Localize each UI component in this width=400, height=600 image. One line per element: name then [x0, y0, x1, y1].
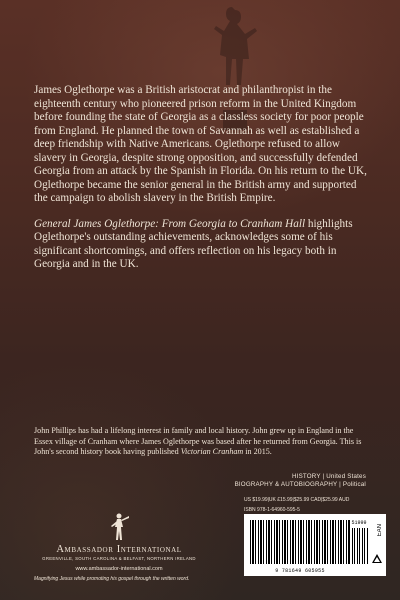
barcode-addon [352, 528, 368, 564]
category-line-1: HISTORY | United States [292, 473, 366, 480]
blurb-paragraph-2-text: highlights Oglethorpe's outstanding achievements, acknowledges some of his significant shortcomings, and offers reflection on his legacy both in Georgia and in the UK. [34, 217, 353, 270]
author-bio [34, 426, 370, 458]
publisher-block [34, 512, 204, 561]
isbn-line: ISBN 978-1-64960-595-5 [244, 507, 300, 513]
book-title: General James Oglethorpe: From Georgia to Cranham Hall [34, 217, 306, 230]
barcode-digits: 9 781649 605955 [275, 568, 325, 574]
barcode-box [244, 514, 386, 576]
category-line-2: BIOGRAPHY & AUTOBIOGRAPHY | Political [234, 481, 366, 488]
category-history: HISTORY [292, 473, 321, 480]
publisher-tagline: Magnifying Jesus while promoting his gospel through the written word. [34, 576, 190, 582]
trumpeter-herald-icon [108, 512, 130, 542]
category-block [166, 473, 366, 489]
blurb-paragraph-2 [34, 218, 370, 272]
previous-book-title: Victorian Cranham [180, 447, 244, 456]
triangle-icon [372, 554, 382, 563]
author-bio-suffix: in 2015. [243, 447, 272, 456]
ean-label: EAN [377, 524, 383, 537]
author-bio-text: John Phillips has had a lifelong interest in family and local history. John grew up in England in the Essex village of Cranham where James Oglethorpe was based after he returned from Georgia. This is John's second history book having published [34, 426, 362, 456]
barcode-addon-digits: 51999 [351, 520, 367, 526]
category-biography: BIOGRAPHY & AUTOBIOGRAPHY [234, 481, 338, 488]
publisher-url[interactable]: www.ambassador-international.com [75, 566, 163, 572]
blurb-paragraph-1: James Oglethorpe was a British aristocrat and philanthropist in the eighteenth century who pioneered prison reform in the United Kingdom before founding the state of Georgia as a classless society for poor people from England. He planned the town of Savannah as well as established a deep friendship with Native Americans. Oglethorpe refused to allow slavery in Georgia, despite strong opposition, and successfully defended Georgia from an attack by the Spanish in Florida. On his return to the UK, Oglethorpe became the senior general in the British army and supported the campaign to abolish slavery in the British Empire. [34, 84, 367, 204]
category-history-sub: United States [326, 473, 366, 480]
barcode [250, 520, 350, 564]
category-biography-sub: Political [342, 481, 366, 488]
blurb [34, 84, 370, 284]
price-line: US $19.99|UK £15.99|$25.99 CAD|$25.99 AUD [244, 497, 350, 503]
publisher-name: Ambassador International [56, 544, 182, 555]
publisher-locations: GREENVILLE, SOUTH CAROLINA & BELFAST, NORTHERN IRELAND [42, 556, 196, 561]
